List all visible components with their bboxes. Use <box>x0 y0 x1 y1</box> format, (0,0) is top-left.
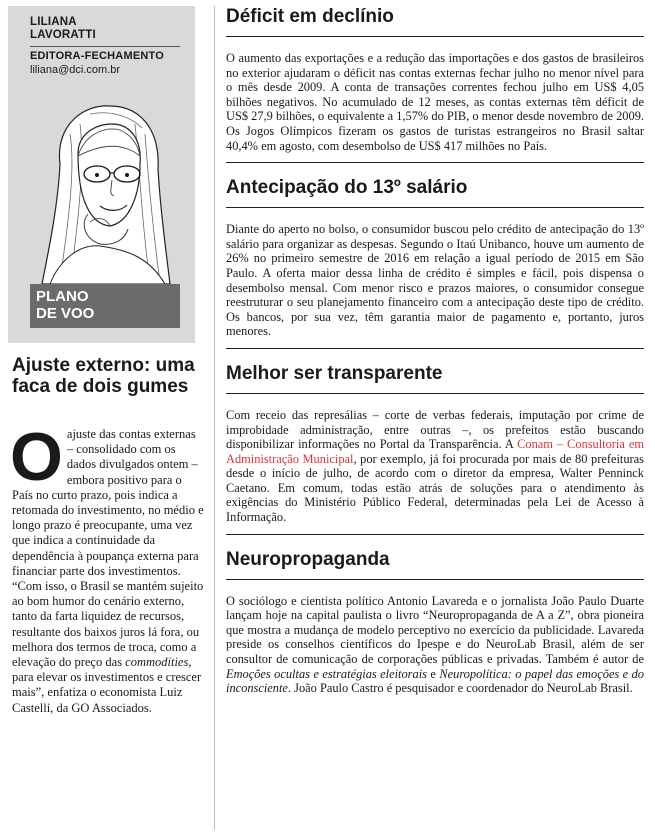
story-body: O sociólogo e cientista político Antonio Lavareda e o jornalista João Paulo Duarte lançam hoje na capital paulista o livro “Neuropropaganda de A a Z”, obra pioneira que mostra a mudança de modelo perceptivo no exercício da publicidade. Lavareda preside os conselhos científicos do Ipespe e do NeuroLab Brasil, além de ser consultor de comunicação de corporações públicas e privadas. Também é autor de Emoções ocultas e estratégias eleitorais e Neuropolítica: o papel das emoções e do inconsciente. João Paulo Castro é pesquisador e coordenador do NeuroLab Brasil. <box>226 593 644 696</box>
column-divider <box>214 6 215 830</box>
author-box <box>8 6 195 343</box>
author-role: EDITORA-FECHAMENTO <box>30 50 164 62</box>
story-title: Déficit em declínio <box>226 0 644 37</box>
story-deficit <box>226 0 644 163</box>
author-portrait <box>30 94 180 284</box>
left-column <box>8 6 204 716</box>
column-label: PLANO DE VOO <box>30 284 180 328</box>
story-body: O aumento das exportações e a redução das importações e dos gastos de brasileiros no exterior ajudaram o déficit nas contas externas fechar julho no menor nível para o mês desde 2009. A conta de transações correntes fechou julho em US$ 4,05 bilhões negativos. No acumulado de 12 meses, as contas externas têm déficit de US$ 27,9 bilhões, o equivalente a 1,57% do PIB, o menor desde novembro de 2009. Os Jogos Olímpicos fizeram os gastos de turistas estrangeiros no Brasil saltar 40,4% em agosto, com desembolso de US$ 417 milhões no País. <box>226 51 644 153</box>
drop-cap: O <box>10 419 63 495</box>
story-neuropropaganda <box>226 543 644 705</box>
story-body: Diante do aperto no bolso, o consumidor buscou pelo crédito de antecipação do 13º salário para organizar as despesas. Segundo o Itaú Unibanco, houve um aumento de 26% no primeiro semestre de 2016 em relação a igual período de 2015 em São Paulo. A oferta maior dessa linha de crédito é simples e fácil, pois dispensa o desembolso mensal. Com menor risco e prazos maiores, o consumidor consegue reestruturar o seu planejamento financeiro com a antecipação deste tipo de crédito. Os bancos, por sua vez, têm garantia maior de pagamento e, portanto, juros menores. <box>226 222 644 339</box>
main-headline: Ajuste externo: uma faca de dois gumes <box>12 355 195 397</box>
story-title: Melhor ser transparente <box>226 357 644 394</box>
author-name: LILIANA LAVORATTI <box>30 16 96 41</box>
story-title: Neuropropaganda <box>226 543 644 580</box>
author-divider <box>30 46 180 47</box>
story-transparente <box>226 357 644 535</box>
story-13-salario <box>226 171 644 349</box>
conam-link[interactable]: Conam – Consultoria em Administração Municipal <box>226 437 644 466</box>
author-email[interactable]: liliana@dci.com.br <box>30 64 121 76</box>
story-title: Antecipação do 13º salário <box>226 171 644 208</box>
main-article-body: O ajuste das contas externas – consolidado com os dados divulgados ontem – embora positivo para o País no curto prazo, pois indica a retomada do investimento, no médio e longo prazo é preocupante, uma vez que indica a continuidade da dependência à poupança externa para financiar parte dos investimentos. “Com isso, o Brasil se mantém sujeito ao bom humor do cenário externo, tanto da farta liquidez de recursos, resultante dos baixos juros lá fora, ou melhora dos termos de troca, como a elevação do preço das commodities, para elevar os investimentos e crescer mais”, enfatiza o economista Luiz Castelli, da GO Associados. <box>10 419 204 715</box>
story-body: Com receio das represálias – corte de verbas federais, imputação por crime de improbidade administração, entre outras –, os prefeitos estão buscando disponibilizar informações no Portal da Transparência. A Conam – Consultoria em Administração Municipal, por exemplo, já foi procurada por mais de 80 prefeituras desde o início de julho, de acordo com o diretor da empresa, Walter Penninck Caetano. Em comum, todas estão atrás de soluções para o atendimento às exigências do Ministério Público Federal, determinadas pela Lei de Acesso à Informação. <box>226 407 644 525</box>
right-column <box>226 0 644 705</box>
